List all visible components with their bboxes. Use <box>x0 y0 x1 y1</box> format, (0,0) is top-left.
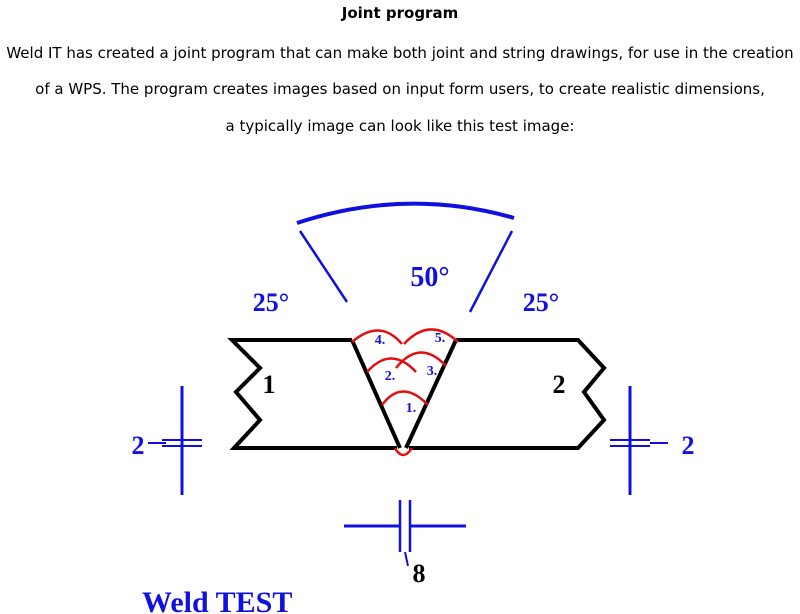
left-thickness-label: 2 <box>131 431 145 460</box>
pass-1-label: 1. <box>405 401 417 416</box>
right-thickness-label: 2 <box>681 431 695 460</box>
pass-2-label: 2. <box>384 369 396 384</box>
pass-4-label: 4. <box>374 333 386 348</box>
right-thickness-dimension <box>610 386 668 495</box>
angle-leader-right <box>470 231 512 312</box>
right-plate-label: 2 <box>552 370 566 399</box>
page-title: Joint program <box>341 4 459 22</box>
pass-5-label: 5. <box>434 331 446 346</box>
pass-3-label: 3. <box>426 364 438 379</box>
paragraph-line-2: of a WPS. The program creates images based on input form users, to create realistic dimensions, <box>35 80 765 98</box>
left-bevel-angle-label: 25° <box>252 288 290 317</box>
left-plate <box>232 340 397 448</box>
angle-leader-left <box>300 231 347 302</box>
right-plate <box>409 340 604 448</box>
paragraph-line-3: a typically image can look like this test image: <box>225 117 575 135</box>
paragraph-line-1: Weld IT has created a joint program that can make both joint and string drawings, for use in the creation <box>6 44 794 62</box>
root-gap-dimension <box>344 500 466 566</box>
right-bevel-angle-label: 25° <box>522 288 560 317</box>
pass-5-outline <box>404 329 458 344</box>
left-plate-label: 1 <box>262 370 276 399</box>
left-thickness-dimension <box>148 386 202 495</box>
weld-passes <box>352 329 458 455</box>
drawing-caption: Weld TEST <box>142 586 293 614</box>
groove-angle-label: 50° <box>410 262 450 293</box>
groove-angle-arc <box>297 204 514 223</box>
root-gap-label: 8 <box>412 559 426 588</box>
pass-3-outline <box>396 352 446 368</box>
